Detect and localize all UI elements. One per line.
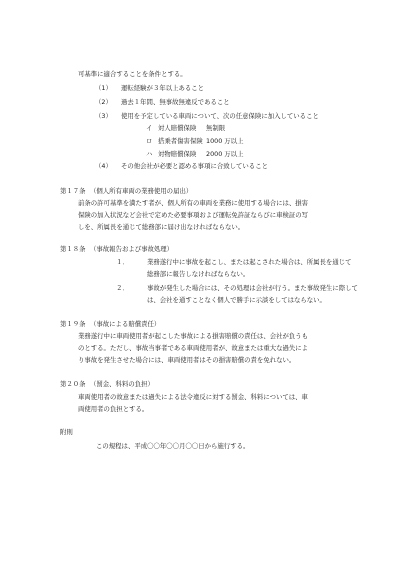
insurance-name: 対物賠償保険 (158, 150, 197, 158)
article-number: 第２０条 (60, 380, 86, 388)
insurance-mark: ロ (146, 137, 153, 145)
item-text: その他会社が必要と認める事項に合致していること (121, 162, 268, 170)
insurance-mark: ハ (146, 150, 153, 158)
item-text: 運転経験が３年以上あること (121, 84, 205, 92)
article-heading (60, 380, 154, 388)
list-item (95, 84, 204, 92)
appendix-heading: 附則 (60, 428, 73, 436)
list-item-line: 業務遂行中に事故を起こし、または起こされた場合は、所属長を通じて (147, 258, 352, 266)
insurance-row (146, 124, 225, 132)
insurance-amount: 無制限 (206, 124, 226, 132)
article-heading (60, 320, 160, 328)
list-item-number: １． (116, 258, 129, 266)
list-item (95, 162, 268, 170)
list-item-line: 事故が発生した場合には、その処理は会社が行う。また事故発生に際して (147, 284, 358, 292)
article-title: （個人所有車両の業務使用の届出） (90, 187, 193, 195)
item-number: （2） (95, 98, 112, 106)
insurance-name: 搭乗者傷害保険 (158, 137, 203, 145)
article-body-line: 前条の許可基準を満たす者が、個人所有の車両を業務に使用する場合には、損害 (78, 199, 309, 207)
article-body-line: しを、所属長を通じて総務部に届け出なければならない。 (78, 223, 245, 231)
appendix-body: この規程は、平成〇〇年〇〇月〇〇日から施行する。 (96, 442, 250, 450)
article-heading (60, 187, 192, 195)
intro-line: 可基準に適合することを条件とする。 (78, 70, 187, 78)
list-item-line: は、会社を通すことなく個人で勝手に示談をしてはならない。 (147, 296, 326, 304)
item-number: （1） (95, 84, 112, 92)
article-title: （罰金、科料の負担） (90, 380, 154, 388)
insurance-row (146, 150, 243, 158)
article-title: （事故による賠償責任） (90, 320, 161, 328)
insurance-amount: 1000 万以上 (206, 137, 244, 145)
article-number: 第１９条 (60, 320, 86, 328)
article-heading (60, 245, 173, 253)
article-number: 第１７条 (60, 187, 86, 195)
list-item-number: ２． (116, 284, 129, 292)
article-title: （事故報告および事故処理） (90, 245, 174, 253)
article-body-line: り事故を発生させた場合には、車両使用者はその損害賠償の責を免れない。 (78, 356, 296, 364)
insurance-amount: 2000 万以上 (206, 150, 244, 158)
article-body-line: 車両使用者の故意または過失による法令違反に対する罰金、科料については、車 (78, 393, 308, 401)
insurance-name: 対人賠償保険 (158, 124, 197, 132)
item-number: （4） (95, 162, 112, 170)
article-body-line: 保険の加入状況など会社で定めた必要事項および運転免許証ならびに車検証の写 (78, 211, 309, 219)
article-body-line: のとする。ただし、事故当事者である車両使用者が、故意または重大な過失によ (78, 344, 309, 352)
article-body-line: 業務遂行中に車両使用者が起こした事故による損害賠償の責任は、会社が負うも (78, 332, 309, 340)
insurance-mark: イ (146, 124, 153, 132)
item-text: 過去１年間、無事故無違反であること (121, 98, 230, 106)
item-number: （3） (95, 112, 112, 120)
item-text: 使用を予定している車両について、次の任意保険に加入していること (121, 112, 319, 120)
list-item (95, 112, 319, 120)
insurance-row (146, 137, 243, 145)
list-item-line: 総務部に報告しなければならない。 (147, 270, 250, 278)
article-number: 第１８条 (60, 245, 86, 253)
article-body-line: 両使用者の負担とする。 (78, 405, 149, 413)
list-item (95, 98, 230, 106)
